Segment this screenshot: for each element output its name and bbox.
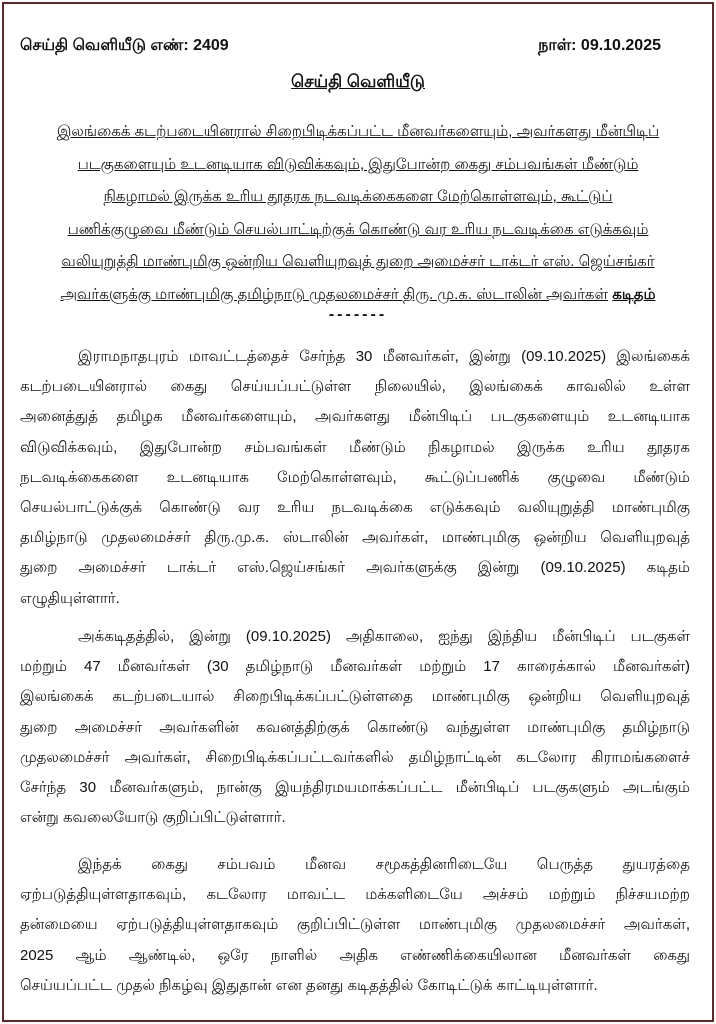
- headline-line: [20, 214, 696, 247]
- release-date: நாள்: 09.10.2025: [538, 37, 661, 54]
- paragraph-line: என்று கவலையோடு குறிப்பிட்டுள்ளார்.: [20, 809, 286, 827]
- paragraph-line: முதலமைச்சர் அவர்கள், சிறைபிடிக்கப்பட்டவர்களில் தமிழ்நாட்டின் கடலோர கிராமங்களைச்: [20, 748, 690, 766]
- paragraph-2: [20, 622, 690, 833]
- paragraph-line: நடவடிக்கைகளை உடனடியாக மேற்கொள்ளவும், கூட்டுப்பணிக் குழுவை மீண்டும்: [20, 468, 690, 486]
- page-title: [0, 72, 716, 94]
- separator: -------: [328, 306, 388, 323]
- paragraph-line: தன்மையை ஏற்படுத்தியுள்ளதாகவும் குறிப்பிட்டுள்ள மாண்புமிகு முதலமைச்சர் அவர்கள்,: [20, 916, 690, 934]
- paragraph-line: அக்கடிதத்தில், இன்று (09.10.2025) அதிகாலை, ஐந்து இந்திய மீன்பிடிப் படகுகள்: [78, 628, 690, 645]
- paragraph-1: [20, 342, 690, 614]
- paragraph-line: சேர்ந்த 30 மீனவர்களும், நான்கு இயந்திரமயமாக்கப்பட்ட மீன்பிடிப் படகுகளும் அடங்கும்: [20, 778, 690, 796]
- paragraph-line: துறை அமைச்சர் டாக்டர் எஸ்.ஜெய்சங்கர் அவர்களுக்கு இன்று (09.10.2025) கடிதம்: [20, 559, 690, 577]
- headline: [20, 116, 696, 311]
- paragraph-line: அனைத்துத் தமிழக மீனவர்களையும், அவர்களது மீன்பிடிப் படகுகளையும் உடனடியாக: [20, 408, 690, 426]
- paragraph-line: செயல்பாட்டுக்குக் கொண்டு வர உரிய நடவடிக்கை எடுக்கவும் வலியுறுத்தி மாண்புமிகு: [20, 498, 690, 516]
- headline-line-text: அவர்களுக்கு மாண்புமிகு தமிழ்நாடு முதலமைச்சர் திரு. மு.க. ஸ்டாலின் அவர்கள்: [60, 285, 609, 303]
- paragraph-line: 2025 ஆம் ஆண்டில், ஒரே நாளில் அதிக எண்ணிக்கையிலான மீனவர்கள் கைது: [20, 946, 690, 964]
- page-title-text: செய்தி வெளியீடு: [291, 72, 425, 91]
- headline-line-text: நிகழாமல் இருக்க உரிய தூதரக நடவடிக்கைகளை மேற்கொள்ளவும், கூட்டுப்: [103, 188, 613, 205]
- headline-line-text: பணிக்குழுவை மீண்டும் செயல்பாட்டிற்குக் கொண்டு வர உரிய நடவடிக்கை எடுக்கவும்: [67, 220, 649, 238]
- paragraph-line: கடற்படையினரால் கைது செய்யப்பட்டுள்ள நிலையில், இலங்கைக் காவலில் உள்ள: [20, 378, 690, 396]
- paragraph-line: விடுவிக்கவும், இதுபோன்ற சம்பவங்கள் மீண்டும் நிகழாமல் இருக்க உரிய தூதரக: [20, 438, 690, 456]
- paragraph-line: இராமநாதபுரம் மாவட்டத்தைச் சேர்ந்த 30 மீனவர்கள், இன்று (09.10.2025) இலங்கைக்: [78, 348, 690, 365]
- paragraph-line: ஏற்படுத்தியுள்ளதாகவும், கடலோர மாவட்ட மக்களிடையே அச்சம் மற்றும் நிச்சயமற்ற: [20, 886, 690, 904]
- paragraph-line: இலங்கைக் கடற்படையால் சிறைபிடிக்கப்பட்டுள்ளதை மாண்புமிகு ஒன்றிய வெளியுறவுத்: [20, 688, 690, 706]
- headline-line: [20, 181, 696, 214]
- headline-line-text: படகுகளையும் உடனடியாக விடுவிக்கவும், இதுபோன்ற கைது சம்பவங்கள் மீண்டும்: [77, 155, 639, 173]
- headline-bold-word: கடிதம்: [612, 285, 656, 303]
- paragraph-line: மற்றும் 47 மீனவர்கள் (30 தமிழ்நாடு மீனவர்கள் மற்றும் 17 காரைக்கால் மீனவர்கள்): [20, 658, 690, 676]
- headline-line: [20, 116, 696, 149]
- paragraph-line: இந்தக் கைது சம்பவம் மீனவ சமூகத்தினரிடையே பெருத்த துயரத்தை: [78, 856, 690, 873]
- paragraph-line: எழுதியுள்ளார்.: [20, 589, 120, 607]
- headline-line: [20, 246, 696, 279]
- paragraph-line: துறை அமைச்சர் அவர்களின் கவனத்திற்குக் கொண்டு வந்துள்ள மாண்புமிகு தமிழ்நாடு: [20, 718, 690, 736]
- headline-line-text: இலங்கைக் கடற்படையினரால் சிறைபிடிக்கப்பட்ட மீனவர்களையும், அவர்களது மீன்பிடிப்: [56, 123, 660, 140]
- headline-line: [20, 149, 696, 182]
- paragraph-line: செய்யப்பட்ட முதல் நிகழ்வு இதுதான் என தனது கடிதத்தில் கோடிட்டுக் காட்டியுள்ளார்.: [20, 976, 598, 994]
- release-number: செய்தி வெளியீடு எண்: 2409: [20, 37, 229, 54]
- paragraph-line: தமிழ்நாடு முதலமைச்சர் திரு.மு.க. ஸ்டாலின் அவர்கள், மாண்புமிகு ஒன்றிய வெளியுறவுத்: [20, 529, 690, 547]
- headline-line-text: வலியுறுத்தி மாண்புமிகு ஒன்றிய வெளியுறவுத் துறை அமைச்சர் டாக்டர் எஸ். ஜெய்சங்கர்: [61, 253, 655, 270]
- paragraph-3: [20, 850, 690, 1001]
